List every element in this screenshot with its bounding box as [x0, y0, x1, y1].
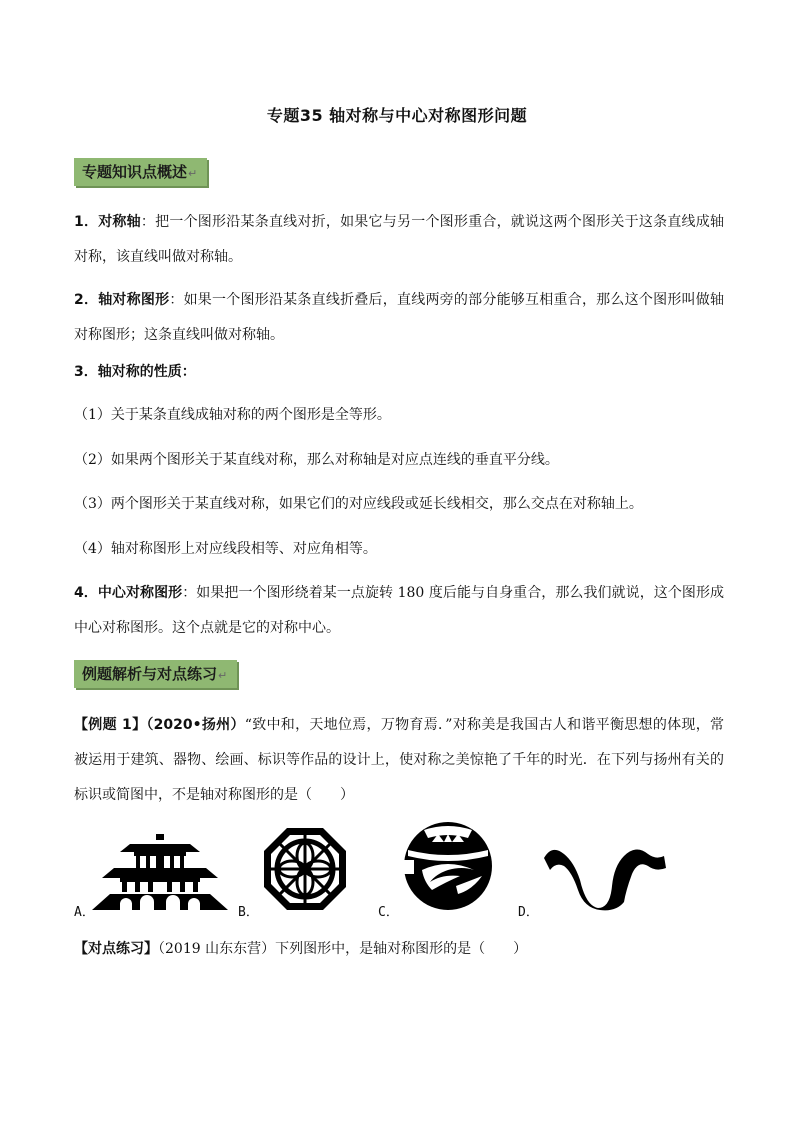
example-tag: 【例题 1】: [74, 717, 147, 733]
wave-shape-icon: [540, 840, 670, 912]
point-4: [74, 576, 724, 646]
section-heading-examples: [74, 660, 237, 688]
option-c-label: C．: [378, 905, 399, 920]
practice-tag: 【对点练习】: [74, 941, 158, 957]
pavilion-bridge-icon: [90, 832, 230, 912]
point-term: 2．轴对称图形: [74, 292, 170, 308]
option-d-label: D．: [518, 905, 539, 920]
point-text: ：把一个图形沿某条直线对折，如果它与另一个图形重合，就说这两个图形关于这条直线成轴对称，该直线叫做对称轴。: [74, 214, 724, 265]
point-term: 1．对称轴: [74, 214, 141, 230]
section-heading-overview: [74, 158, 207, 186]
practice-source: （2019 山东东营）: [158, 941, 276, 957]
example-text: “致中和，天地位焉，万物育焉．”对称美是我国古人和谐平衡思想的体现，常被运用于建筑、器物、绘画、标识等作品的设计上，使对称之美惊艳了千年的时光．在下列与扬州有关的标识或简图中，不是轴对称图形的是（ ）: [74, 717, 724, 803]
property-1: [74, 398, 724, 433]
option-a-label: A．: [74, 905, 95, 920]
practice-1: [74, 932, 724, 967]
property-text: （3）两个图形关于某直线对称，如果它们的对应线段或延长线相交，那么交点在对称轴上。: [74, 496, 643, 512]
octagon-window-icon: [262, 826, 348, 912]
property-3: [74, 487, 724, 522]
example-1: [74, 708, 724, 813]
section-heading-label: 例题解析与对点练习: [82, 665, 218, 683]
property-text: （2）如果两个图形关于某直线对称，那么对称轴是对应点连线的垂直平分线。: [74, 452, 559, 468]
return-mark: ↵: [188, 167, 198, 180]
point-3: [74, 355, 724, 390]
point-text: ：如果把一个图形绕着某一点旋转 180 度后能与自身重合，那么我们就说，这个图形成中心对称图形。这个点就是它的对称中心。: [74, 585, 724, 636]
return-mark: ↵: [218, 669, 228, 682]
point-2: [74, 283, 724, 353]
page-title: 专题35 轴对称与中心对称图形问题: [266, 106, 528, 125]
seal-logo-icon: [402, 820, 494, 912]
point-1: [74, 205, 724, 275]
property-text: （1）关于某条直线成轴对称的两个图形是全等形。: [74, 407, 391, 423]
point-term: 3．轴对称的性质：: [74, 364, 196, 380]
point-term: 4．中心对称图形: [74, 585, 183, 601]
property-4: [74, 532, 724, 567]
practice-text: 下列图形中，是轴对称图形的是（ ）: [275, 941, 528, 957]
section-heading-label: 专题知识点概述: [82, 163, 188, 181]
example-source: （2020•扬州）: [146, 717, 245, 733]
option-b-label: B．: [238, 905, 259, 920]
point-text: ：如果一个图形沿某条直线折叠后，直线两旁的部分能够互相重合，那么这个图形叫做轴对称图形；这条直线叫做对称轴。: [74, 292, 724, 343]
property-text: （4）轴对称图形上对应线段相等、对应角相等。: [74, 541, 377, 557]
property-2: [74, 443, 724, 478]
